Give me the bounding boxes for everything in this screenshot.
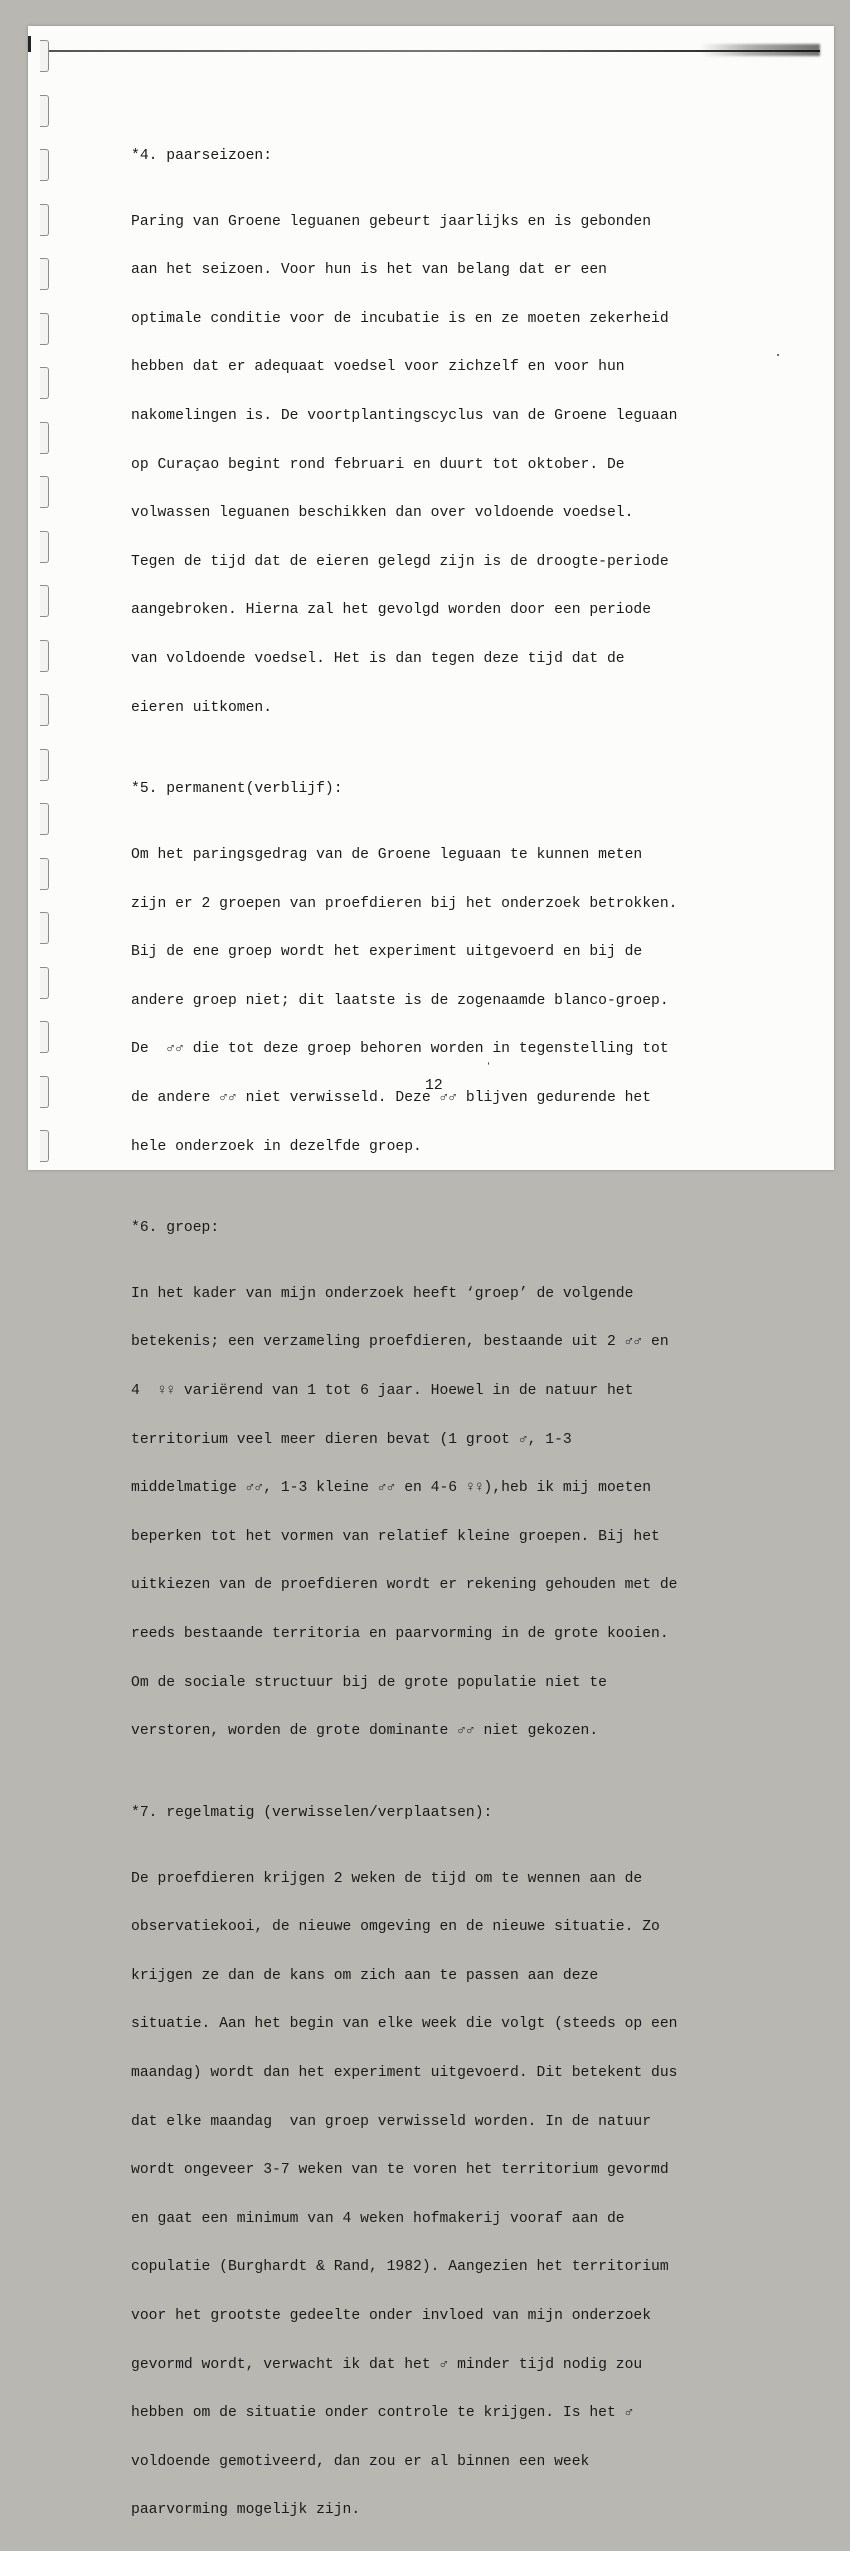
text-line: nakomelingen is. De voortplantingscyclus van de Groene leguaan [131,408,678,425]
text-line: maandag) wordt dan het experiment uitgevoerd. Dit betekent dus [131,2064,678,2081]
text-line: krijgen ze dan de kans om zich aan te passen aan deze [131,1967,599,1984]
text-line: Tegen de tijd dat de eieren gelegd zijn is de droogte-periode [131,553,669,570]
text-line: De ♂♂ die tot deze groep behoren worden in tegenstelling tot [131,1041,669,1058]
text-line: andere groep niet; dit laatste is de zogenaamde blanco-groep. [131,992,669,1009]
binding-hole [40,1130,49,1162]
section-heading: *7. regelmatig (verwisselen/verplaatsen): [131,1804,493,1821]
text-line: Om de sociale structuur bij de grote populatie niet te [131,1674,607,1691]
text-line: voor het grootste gedeelte onder invloed van mijn onderzoek [131,2307,652,2324]
binding-hole [40,204,49,236]
binding-hole [40,585,49,617]
section-heading: *6. groep: [131,1220,220,1237]
text-line: hebben dat er adequaat voedsel voor zichzelf en voor hun [131,359,625,376]
text-line: hele onderzoek in dezelfde groep. [131,1138,422,1155]
binding-hole [40,967,49,999]
text-line: op Curaçao begint rond februari en duurt tot oktober. De [131,456,625,473]
text-line: en gaat een minimum van 4 weken hofmakerij vooraf aan de [131,2210,625,2227]
text-line: wordt ongeveer 3-7 weken van te voren het territorium gevormd [131,2162,669,2179]
text-line: voldoende gemotiveerd, dan zou er al binnen een week [131,2453,590,2470]
text-line: middelmatige ♂♂, 1-3 kleine ♂♂ en 4-6 ♀♀),heb ik mij moeten [131,1480,652,1497]
binding-hole [40,531,49,563]
section-regelmatig [131,1805,751,2551]
section-paragraph [131,815,751,1188]
text-line: 4 ♀♀ variërend van 1 tot 6 jaar. Hoewel in de natuur het [131,1383,634,1400]
text-line: zijn er 2 groepen van proefdieren bij het onderzoek betrokken. [131,895,678,912]
text-line: Bij de ene groep wordt het experiment uitgevoerd en bij de [131,944,643,961]
text-line: de andere ♂♂ niet verwisseld. Deze ♂♂ blijven gedurende het [131,1089,652,1106]
text-line: hebben om de situatie onder controle te krijgen. Is het ♂ [131,2405,634,2422]
section-groep [131,1220,751,1772]
scan-shadow [700,44,820,56]
section-paragraph [131,1838,751,2551]
corner-mark [28,36,31,52]
binding-hole [40,803,49,835]
text-line: De proefdieren krijgen 2 weken de tijd om te wennen aan de [131,1870,643,1887]
section-heading: *4. paarseizoen: [131,148,273,164]
binding-hole [40,40,49,72]
text-line: betekenis; een verzameling proefdieren, bestaande uit 2 ♂♂ en [131,1334,669,1351]
binding-hole [40,149,49,181]
binding-hole [40,476,49,508]
text-line: dat elke maandag van groep verwisseld worden. In de natuur [131,2113,652,2130]
binding-hole [40,694,49,726]
scan-speck [777,354,779,356]
text-line: beperken tot het vormen van relatief kleine groepen. Bij het [131,1528,660,1545]
binding-hole [40,422,49,454]
text-line: situatie. Aan het begin van elke week die volgt (steeds op een [131,2016,678,2033]
text-line: optimale conditie voor de incubatie is en ze moeten zekerheid [131,310,669,327]
text-line: uitkiezen van de proefdieren wordt er rekening gehouden met de [131,1577,678,1594]
binding-hole [40,1076,49,1108]
section-paragraph [131,181,751,748]
text-line: observatiekooi, de nieuwe omgeving en de nieuwe situatie. Zo [131,1919,660,1936]
section-paarseizoen [131,148,751,748]
text-line: paarvorming mogelijk zijn. [131,2502,361,2519]
binding-hole [40,912,49,944]
binding-hole [40,95,49,127]
document-body [131,148,751,2551]
binding-hole [40,640,49,672]
text-line: van voldoende voedsel. Het is dan tegen deze tijd dat de [131,651,625,668]
binding-hole [40,858,49,890]
text-line: copulatie (Burghardt & Rand, 1982). Aangezien het territorium [131,2259,669,2276]
text-line: territorium veel meer dieren bevat (1 groot ♂, 1-3 [131,1431,572,1448]
section-permanent-verblijf [131,781,751,1187]
text-line: volwassen leguanen beschikken dan over voldoende voedsel. [131,505,634,522]
text-line: Om het paringsgedrag van de Groene leguaan te kunnen meten [131,846,643,863]
binding-hole [40,367,49,399]
section-heading: *5. permanent(verblijf): [131,781,343,798]
text-line: Paring van Groene leguanen gebeurt jaarlijks en is gebonden [131,213,652,230]
text-line: gevormd wordt, verwacht ik dat het ♂ minder tijd nodig zou [131,2356,643,2373]
binding-hole [40,313,49,345]
text-line: reeds bestaande territoria en paarvorming in de grote kooien. [131,1626,669,1643]
binding-hole [40,258,49,290]
binding-hole [40,749,49,781]
text-line: verstoren, worden de grote dominante ♂♂ niet gekozen. [131,1723,599,1740]
text-line: eieren uitkomen. [131,699,273,716]
text-line: aangebroken. Hierna zal het gevolgd worden door een periode [131,602,652,619]
section-paragraph [131,1253,751,1772]
scan-speck [488,1062,489,1065]
page-number: 12 [425,1078,443,1094]
binding-hole [40,1021,49,1053]
text-line: In het kader van mijn onderzoek heeft ‘groep’ de volgende [131,1285,634,1302]
text-line: aan het seizoen. Voor hun is het van belang dat er een [131,262,607,279]
